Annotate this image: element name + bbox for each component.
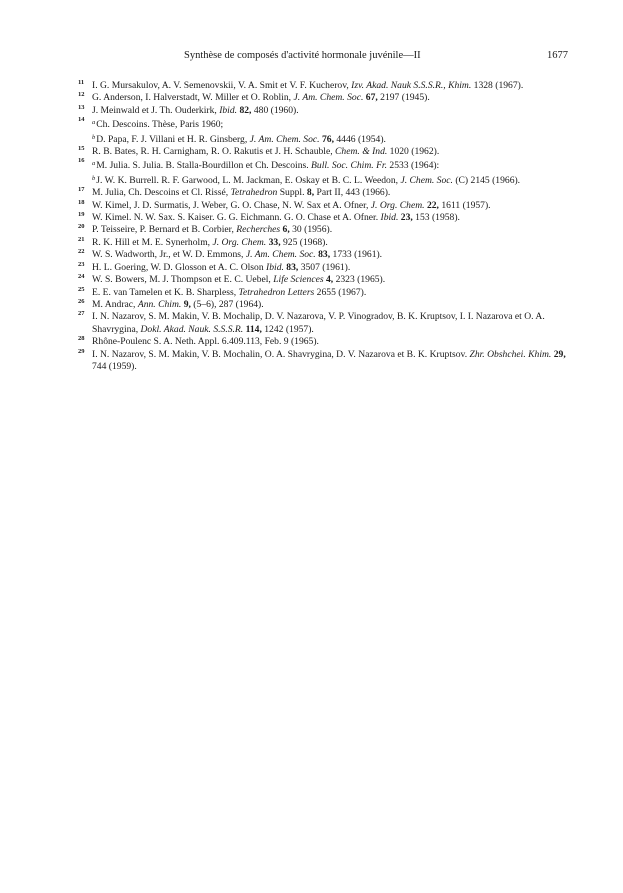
reference-number: 14 (78, 116, 85, 124)
sub-reference-letter: b (92, 174, 96, 182)
volume-number: 82, (239, 104, 252, 116)
reference-number: 17 (78, 186, 85, 194)
journal-title: Ann. Chim. (137, 298, 182, 310)
volume-number: 29, (553, 348, 566, 360)
reference-text: D. Papa, F. J. Villani et H. R. Ginsberg, (96, 133, 250, 145)
reference-text: 744 (1959). (92, 360, 137, 372)
reference-number: 11 (78, 79, 85, 86)
reference-item (78, 274, 570, 286)
reference-number: 15 (78, 145, 85, 153)
reference-number: 21 (78, 235, 85, 243)
reference-text: I. N. Nazarov, S. M. Makin, V. B. Mochalin, O. A. Shavrygina, D. V. Nazarova et B. K. Kruptsov. (92, 348, 470, 360)
reference-text: 1611 (1957). (438, 199, 491, 211)
reference-number: 22 (78, 248, 85, 256)
reference-text: Ch. Descoins. Thèse, Paris 1960; (96, 119, 224, 131)
reference-text: Suppl. (277, 187, 307, 199)
journal-title: J. Am. Chem. Soc. (293, 92, 364, 104)
sub-reference (92, 173, 570, 187)
reference-text: R. B. Bates, R. H. Carnigham, R. O. Rakutis et J. H. Schauble, (92, 146, 336, 158)
reference-number: 25 (78, 285, 85, 293)
reference-text: W. Kimel. N. W. Sax. S. Kaiser. G. G. Eichmann. G. O. Chase et A. Ofner. (92, 212, 381, 224)
reference-text: 2533 (1964): (387, 160, 440, 172)
reference-item (78, 349, 570, 374)
volume-number: 83, (286, 261, 299, 273)
journal-title: Zhr. Obshchei. Khim. (469, 348, 552, 360)
journal-title: Ibid. (266, 261, 284, 273)
reference-item (78, 299, 570, 311)
reference-number: 12 (78, 91, 85, 99)
reference-text: 153 (1958). (412, 212, 460, 224)
reference-text: R. K. Hill et M. E. Synerholm, (92, 236, 213, 248)
reference-text: E. E. van Tamelen et K. B. Sharpless, (92, 286, 239, 298)
reference-text: 925 (1968). (280, 236, 328, 248)
reference-text: J. Meinwald et J. Th. Ouderkirk, (92, 104, 220, 116)
journal-title: J. Chem. Soc. (400, 174, 453, 186)
volume-number: 83, (318, 249, 331, 261)
reference-number: 29 (78, 347, 85, 355)
journal-title: Ibid. (380, 212, 399, 224)
reference-item (78, 80, 570, 92)
sub-reference-letter: a (92, 160, 96, 168)
volume-number: 76, (321, 133, 334, 145)
journal-title: Chem. & Ind. (335, 146, 388, 158)
reference-text: Rhône-Poulenc S. A. Neth. Appl. 6.409.113, Feb. 9 (1965). (92, 336, 319, 348)
reference-text: P. Teisseire, P. Bernard et B. Corbier, (92, 224, 237, 236)
reference-number: 24 (78, 273, 85, 281)
reference-text: W. S. Bowers, M. J. Thompson et E. C. Uebel, (92, 274, 274, 286)
reference-text: I. G. Mursakulov, A. V. Semenovskii, V. A. Smit et V. F. Kucherov, (92, 80, 352, 91)
reference-number: 19 (78, 211, 85, 219)
reference-text: W. S. Wadworth, Jr., et W. D. Emmons, (92, 249, 246, 261)
volume-number: 33, (268, 236, 281, 248)
reference-item (78, 146, 570, 158)
reference-item (78, 200, 570, 212)
journal-title: Life Sciences (273, 274, 324, 286)
reference-text: M. Julia, Ch. Descoins et Cl. Rissé, (92, 187, 231, 199)
reference-text: H. L. Goering, W. D. Glosson et A. C. Olson (92, 261, 267, 273)
reference-list (78, 80, 570, 373)
reference-number: 13 (78, 103, 85, 111)
reference-text: 2323 (1965). (333, 274, 386, 286)
reference-number: 27 (78, 310, 85, 318)
journal-title: Tetrahedron Letters (238, 286, 315, 298)
reference-text: 1328 (1967). (471, 80, 524, 91)
volume-number: 67, (365, 92, 378, 104)
reference-text: Part II, 443 (1966). (314, 187, 391, 199)
journal-title: Bull. Soc. Chim. Fr. (311, 160, 387, 172)
sub-reference-letter: b (92, 133, 96, 141)
reference-text: J. W. K. Burrell. R. F. Garwood, L. M. Jackman, E. Oskay et B. C. L. Weedon, (96, 174, 401, 186)
reference-item (78, 117, 570, 146)
reference-text: (5–6), 287 (1964). (190, 298, 264, 310)
volume-number: 4, (325, 274, 334, 286)
reference-item (78, 237, 570, 249)
reference-text: 1242 (1957). (261, 323, 314, 335)
journal-title: Recherches (236, 224, 281, 236)
reference-text: 1020 (1962). (387, 146, 440, 158)
reference-item (78, 212, 570, 224)
reference-text: M. Julia. S. Julia. B. Stalla-Bourdillon et Ch. Descoins. (96, 160, 312, 172)
reference-item (78, 105, 570, 117)
reference-text: 4446 (1954). (333, 133, 386, 145)
reference-item (78, 249, 570, 261)
reference-number: 23 (78, 260, 85, 268)
reference-text: (C) 2145 (1966). (452, 174, 521, 186)
reference-number: 20 (78, 223, 85, 231)
reference-text: M. Andrac, (92, 298, 138, 310)
reference-number: 26 (78, 297, 85, 305)
reference-item (78, 92, 570, 104)
journal-title: Izv. Akad. Nauk S.S.S.R., Khim. (351, 80, 472, 91)
reference-item (78, 187, 570, 199)
sub-reference (92, 158, 570, 172)
volume-number: 8, (306, 187, 315, 199)
running-header (78, 50, 568, 64)
reference-text: 480 (1960). (251, 104, 299, 116)
reference-text: W. Kimel, J. D. Surmatis, J. Weber, G. O. Chase, N. W. Sax et A. Ofner, (92, 199, 371, 211)
reference-text: 2197 (1945). (377, 92, 430, 104)
reference-item (78, 287, 570, 299)
reference-item (78, 158, 570, 187)
volume-number: 22, (426, 199, 439, 211)
volume-number: 9, (183, 298, 191, 310)
reference-text: G. Anderson, I. Halverstadt, W. Miller et O. Roblin, (92, 92, 294, 104)
journal-title: J. Am. Chem. Soc. (245, 249, 316, 261)
journal-title: J. Org. Chem. (212, 236, 267, 248)
reference-number: 16 (78, 157, 85, 165)
reference-item (78, 336, 570, 348)
reference-text: 30 (1956). (289, 224, 333, 236)
reference-text: 1733 (1961). (330, 249, 383, 261)
sub-reference-letter: a (92, 119, 96, 127)
reference-item (78, 224, 570, 236)
page-number: 1677 (547, 50, 568, 61)
reference-item (78, 262, 570, 274)
reference-text: I. N. Nazarov, S. M. Makin, V. B. Mochalip, D. V. Nazarova, V. P. Vinogradov, B. K. Kruptsov, I. I. Nazarova et O. A. Shavrygina, (92, 311, 545, 335)
sub-reference (92, 117, 570, 131)
journal-title: Tetrahedron (230, 187, 278, 199)
reference-number: 28 (78, 335, 85, 343)
volume-number: 114, (245, 323, 262, 335)
volume-number: 6, (282, 224, 290, 236)
journal-title: Dokl. Akad. Nauk. S.S.S.R. (140, 323, 244, 335)
reference-text: 3507 (1961). (298, 261, 351, 273)
journal-title: Ibid. (219, 104, 238, 116)
reference-number: 18 (78, 198, 85, 206)
journal-title: J. Am. Chem. Soc. (249, 133, 320, 145)
volume-number: 23, (400, 212, 413, 224)
journal-title: J. Org. Chem. (370, 199, 425, 211)
reference-item (78, 311, 570, 336)
sub-reference (92, 132, 570, 146)
running-title: Synthèse de composés d'activité hormonale juvénile—II (184, 50, 421, 61)
reference-text: 2655 (1967). (314, 286, 367, 298)
